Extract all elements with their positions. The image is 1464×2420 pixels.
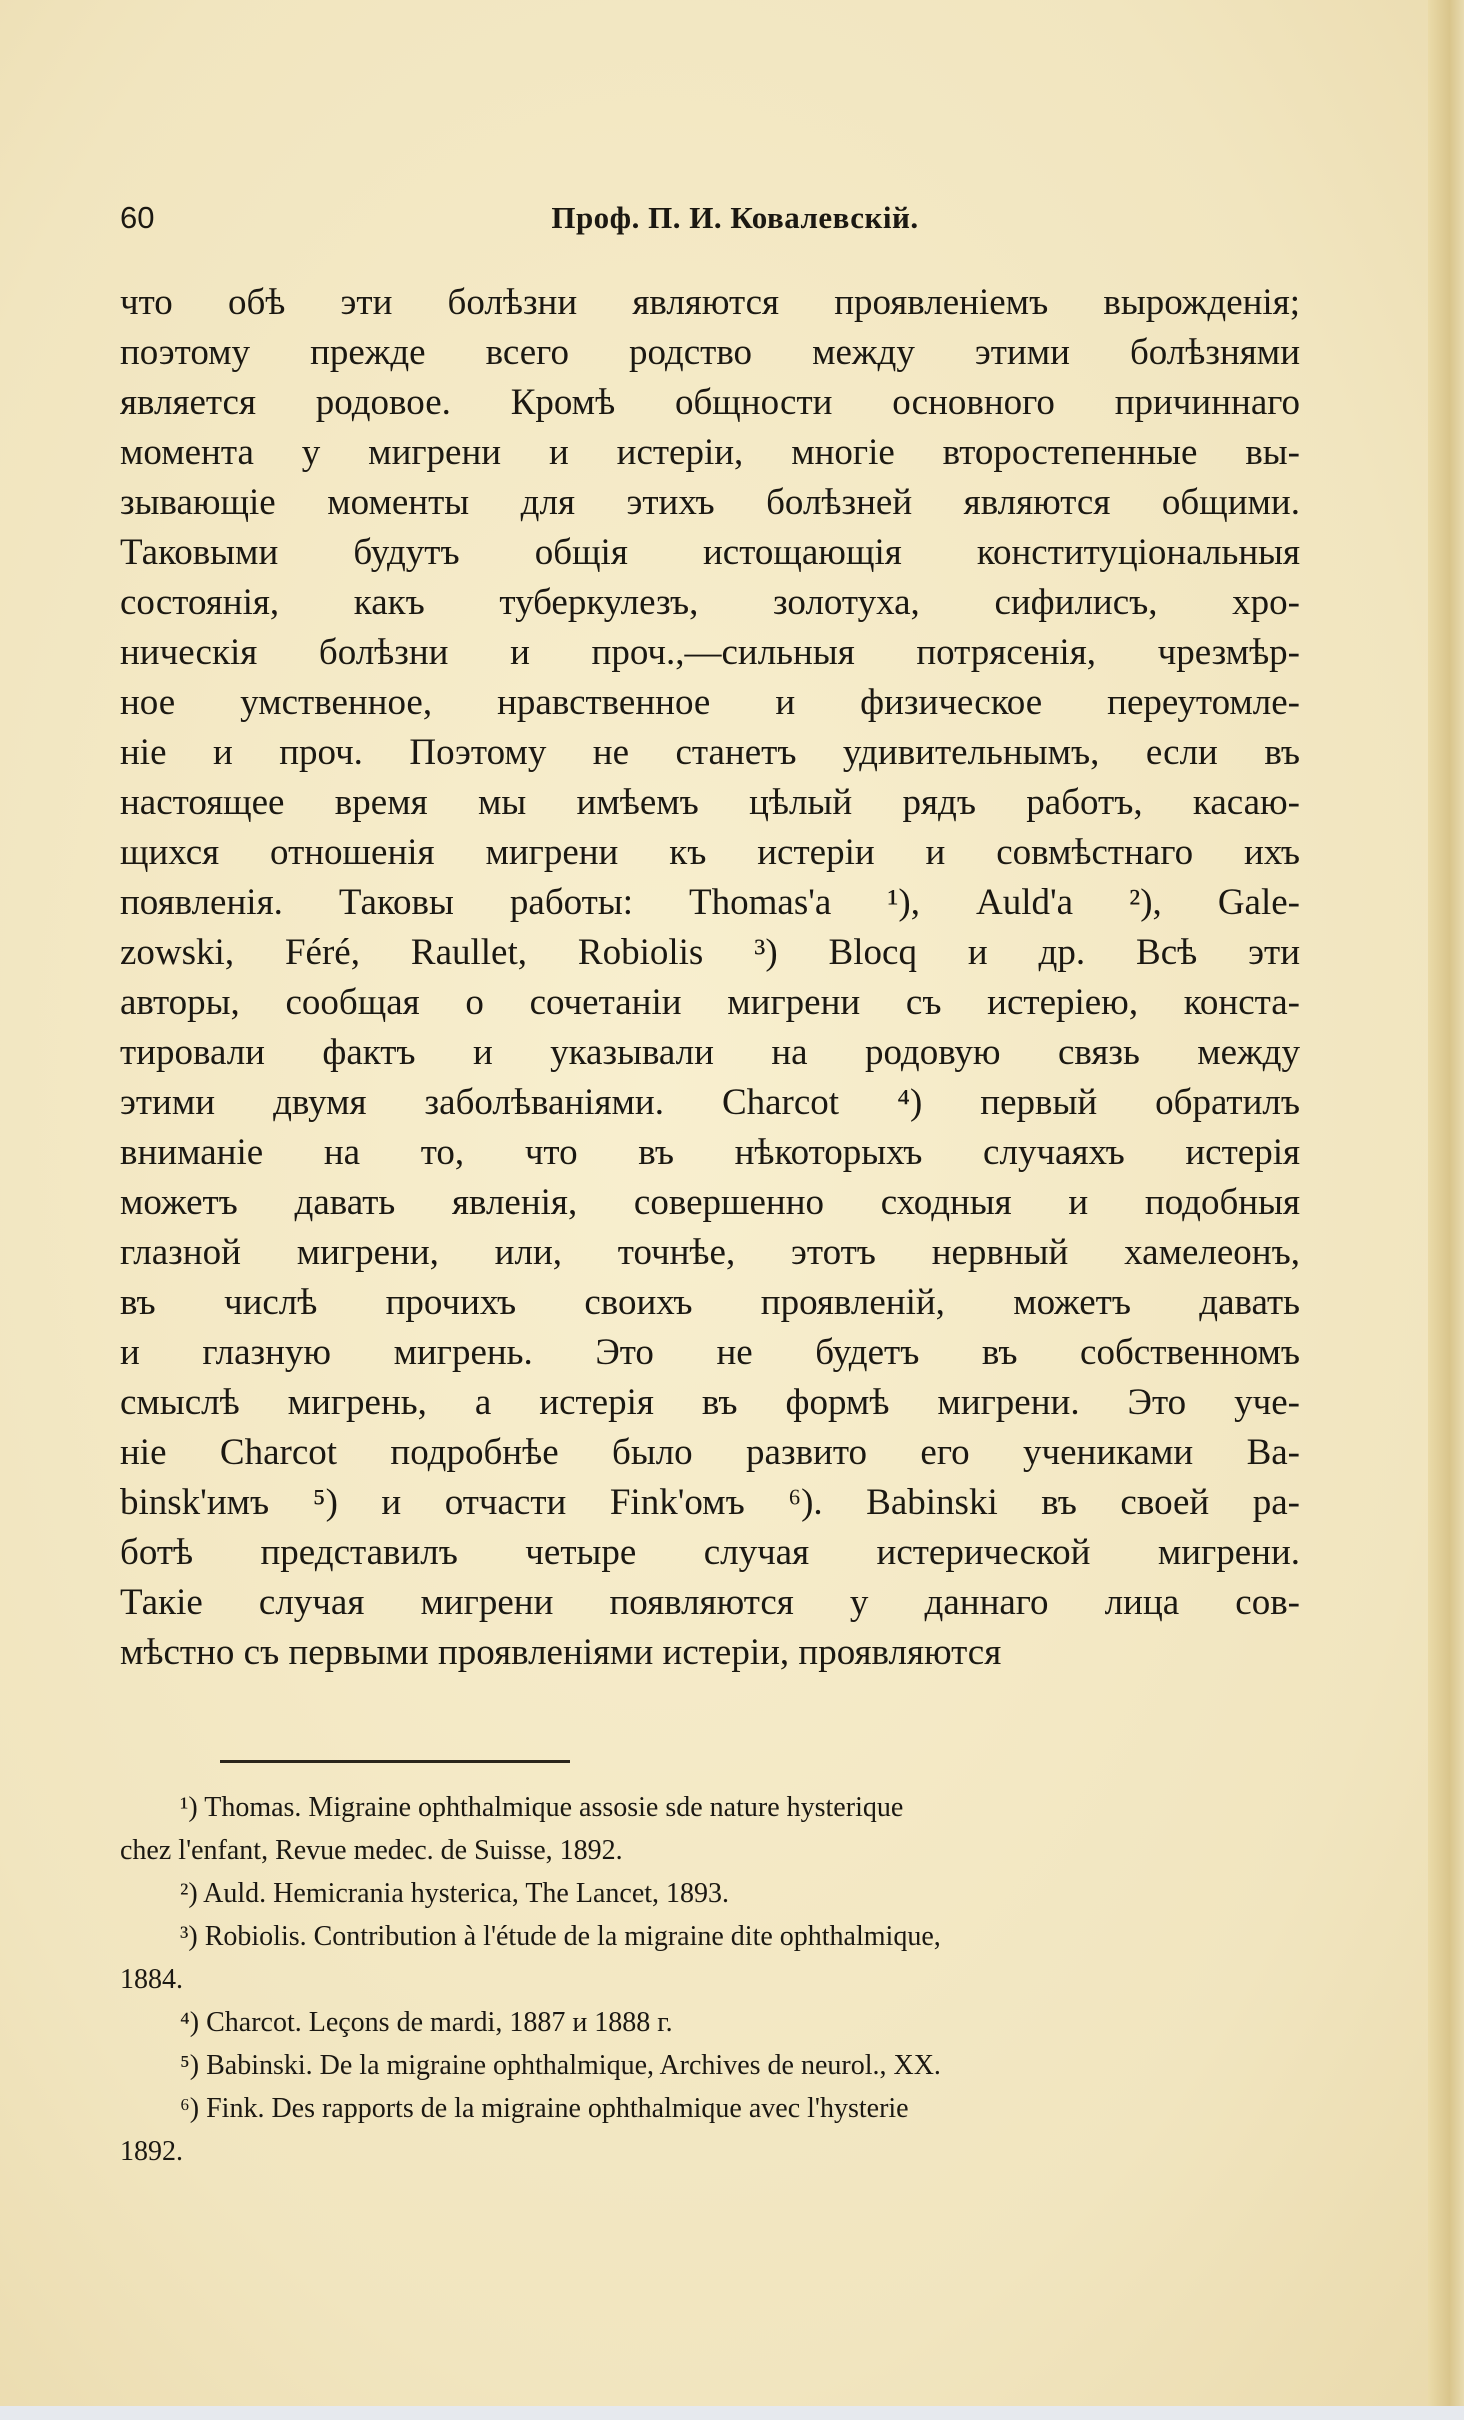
body-line: Таковыми будутъ общія истощающія конституціональныя [120, 532, 1300, 573]
body-line: ніе и проч. Поэтому не станетъ удивительнымъ, если въ [120, 732, 1300, 773]
body-line: Такіе случая мигрени появляются у даннаго лица сов- [120, 1582, 1300, 1623]
running-head: Проф. П. И. Ковалевскій. [551, 200, 919, 235]
body-line: авторы, сообщая о сочетаніи мигрени съ истеріею, конста- [120, 982, 1300, 1023]
body-line: глазной мигрени, или, точнѣе, этотъ нервный хамелеонъ, [120, 1232, 1300, 1273]
footnote-line: ¹) Thomas. Migraine ophthalmique assosie sde nature hysterique [180, 1792, 904, 1823]
page-number: 60 [120, 200, 155, 235]
body-line: мѣстно съ первыми проявленіями истеріи, проявляются [120, 1632, 1002, 1673]
body-line: zowski, Féré, Raullet, Robiolis ³) Blocq и др. Всѣ эти [120, 932, 1300, 973]
footnote-line: 1892. [120, 2136, 183, 2167]
body-line: что обѣ эти болѣзни являются проявленіемъ вырожденія; [120, 282, 1300, 323]
body-line: щихся отношенія мигрени къ истеріи и совмѣстнаго ихъ [120, 832, 1300, 873]
body-line: состоянія, какъ туберкулезъ, золотуха, сифилисъ, хро- [120, 582, 1300, 623]
body-line: въ числѣ прочихъ своихъ проявленій, можетъ давать [120, 1282, 1300, 1323]
footnote-line: ⁴) Charcot. Leçons de mardi, 1887 и 1888 г. [180, 2007, 673, 2038]
footnotes [120, 1786, 1300, 2173]
body-line: ническія болѣзни и проч.,—сильныя потрясенія, чрезмѣр- [120, 632, 1300, 673]
body-line: ное умственное, нравственное и физическое переутомле- [120, 682, 1300, 723]
body-line: ботѣ представилъ четыре случая истерической мигрени. [120, 1532, 1300, 1573]
body-line: появленія. Таковы работы: Thomas'а ¹), Auld'а ²), Gale- [120, 882, 1300, 923]
footnote-line: ³) Robiolis. Contribution à l'étude de la migraine dite ophthalmique, [180, 1921, 941, 1952]
scan-bottom-edge [0, 2406, 1464, 2420]
footnote-line: chez l'enfant, Revue medec. de Suisse, 1892. [120, 1835, 623, 1866]
footnote-line: 1884. [120, 1964, 183, 1995]
footnote-divider [220, 1760, 570, 1763]
body-line: этими двумя заболѣваніями. Charcot ⁴) первый обратилъ [120, 1082, 1300, 1123]
body-text [120, 278, 1300, 1678]
body-line: зывающіе моменты для этихъ болѣзней являются общими. [120, 482, 1300, 523]
body-line: ніе Charcot подробнѣе было развито его учениками Ba- [120, 1432, 1300, 1473]
body-line: настоящее время мы имѣемъ цѣлый рядъ работъ, касаю- [120, 782, 1300, 823]
body-line: является родовое. Кромѣ общности основного причиннаго [120, 382, 1300, 423]
body-line: вниманіе на то, что въ нѣкоторыхъ случаяхъ истерія [120, 1132, 1300, 1173]
page-header [120, 200, 1310, 250]
body-line: тировали фактъ и указывали на родовую связь между [120, 1032, 1300, 1073]
page-spine-edge [1428, 0, 1464, 2420]
footnote-line: ⁶) Fink. Des rapports de la migraine ophthalmique avec l'hysterie [180, 2093, 909, 2124]
body-line: поэтому прежде всего родство между этими болѣзнями [120, 332, 1300, 373]
body-line: binsk'имъ ⁵) и отчасти Fink'омъ ⁶). Babinski въ своей ра- [120, 1482, 1300, 1523]
footnote-line: ²) Auld. Hemicrania hysterica, The Lancet, 1893. [180, 1878, 730, 1909]
body-line: можетъ давать явленія, совершенно сходныя и подобныя [120, 1182, 1300, 1223]
body-line: смыслѣ мигрень, а истерія въ формѣ мигрени. Это уче- [120, 1382, 1300, 1423]
footnote-line: ⁵) Babinski. De la migraine ophthalmique, Archives de neurol., XX. [180, 2050, 941, 2081]
body-line: момента у мигрени и истеріи, многіе второстепенные вы- [120, 432, 1300, 473]
body-line: и глазную мигрень. Это не будетъ въ собственномъ [120, 1332, 1300, 1373]
